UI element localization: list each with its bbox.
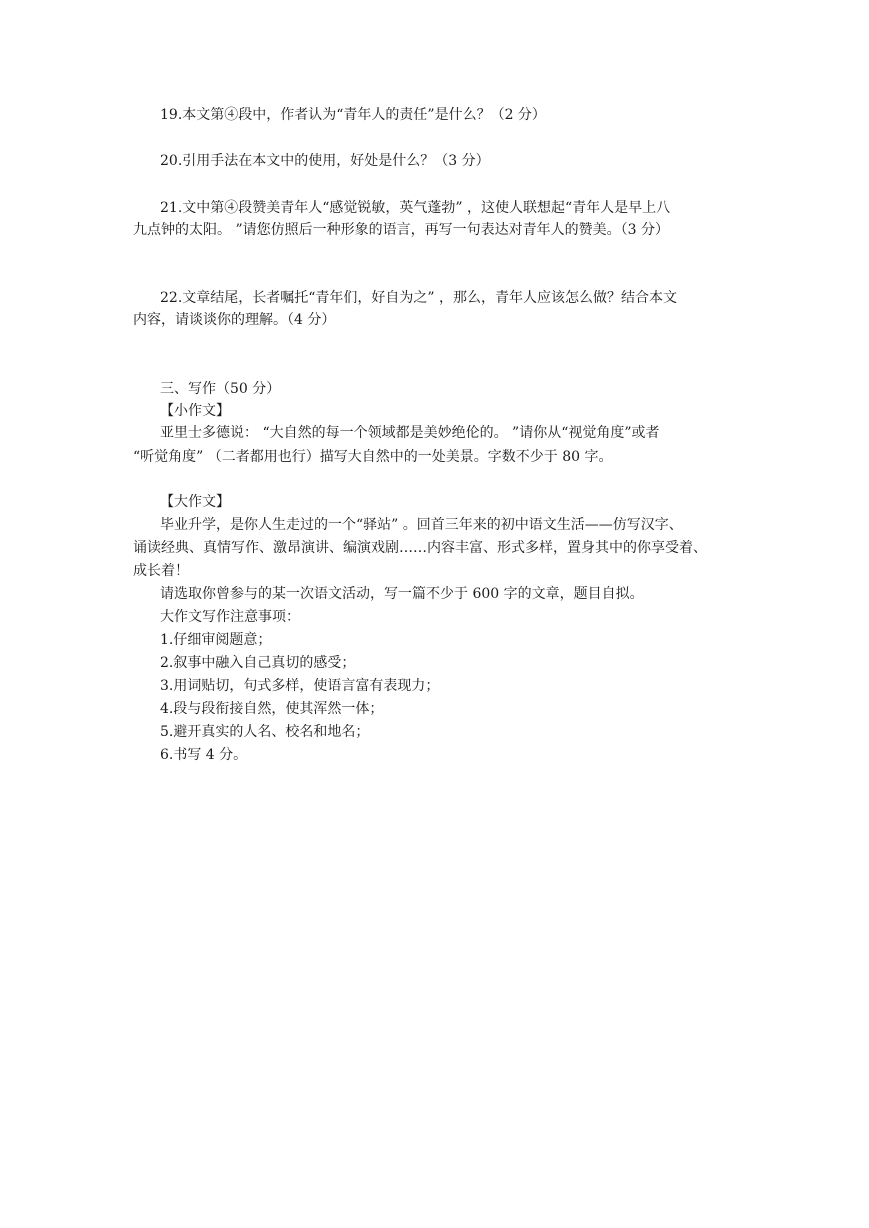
large-essay-line-3: 成长着！ (133, 563, 189, 579)
small-essay-line-1: 亚里士多德说： “大自然的每一个领域都是美妙绝伦的。 ”请你从“视觉角度”或者 (160, 425, 660, 441)
note-item: 3.用词贴切，句式多样，使语言富有表现力； (160, 678, 440, 694)
note-item: 2.叙事中融入自己真切的感受； (160, 655, 356, 671)
note-item: 4.段与段衔接自然，使其浑然一体； (160, 701, 384, 717)
note-item: 5.避开真实的人名、校名和地名； (160, 724, 370, 740)
question-22-line-1: 22.文章结尾，长者嘱托“青年们，好自为之” ，那么，青年人应该怎么做？结合本文 (160, 290, 678, 306)
question-20: 20.引用手法在本文中的使用，好处是什么？（3 分） (160, 153, 490, 169)
large-essay-prompt: 请选取你曾参与的某一次语文活动，写一篇不少于 600 字的文章，题目自拟。 (160, 586, 644, 602)
note-item: 6.书写 4 分。 (160, 747, 248, 763)
question-21-line-2: 九点钟的太阳。 ”请您仿照后一种形象的语言，再写一句表达对青年人的赞美。（3 分） (133, 222, 669, 238)
question-22-line-2: 内容，请谈谈你的理解。（4 分） (133, 312, 336, 328)
question-21-line-1: 21.文中第④段赞美青年人“感觉锐敏，英气蓬勃” ，这使人联想起“青年人是早上八 (160, 200, 671, 216)
large-essay-label: 【大作文】 (160, 494, 230, 510)
notes-title: 大作文写作注意事项： (160, 609, 300, 625)
small-essay-label: 【小作文】 (160, 403, 230, 419)
note-item: 1.仔细审阅题意； (160, 632, 272, 648)
large-essay-line-1: 毕业升学，是你人生走过的一个“驿站” 。回首三年来的初中语文生活——仿写汉字、 (160, 517, 683, 533)
large-essay-line-2: 诵读经典、真情写作、激昂演讲、编演戏剧……内容丰富、形式多样，置身其中的你享受着、 (133, 540, 707, 556)
writing-section-heading: 三、写作（50 分） (160, 381, 281, 397)
question-19: 19.本文第④段中，作者认为“青年人的责任”是什么？（2 分） (160, 107, 546, 123)
small-essay-line-2: “听觉角度” （二者都用也行）描写大自然中的一处美景。字数不少于 80 字。 (133, 449, 613, 465)
